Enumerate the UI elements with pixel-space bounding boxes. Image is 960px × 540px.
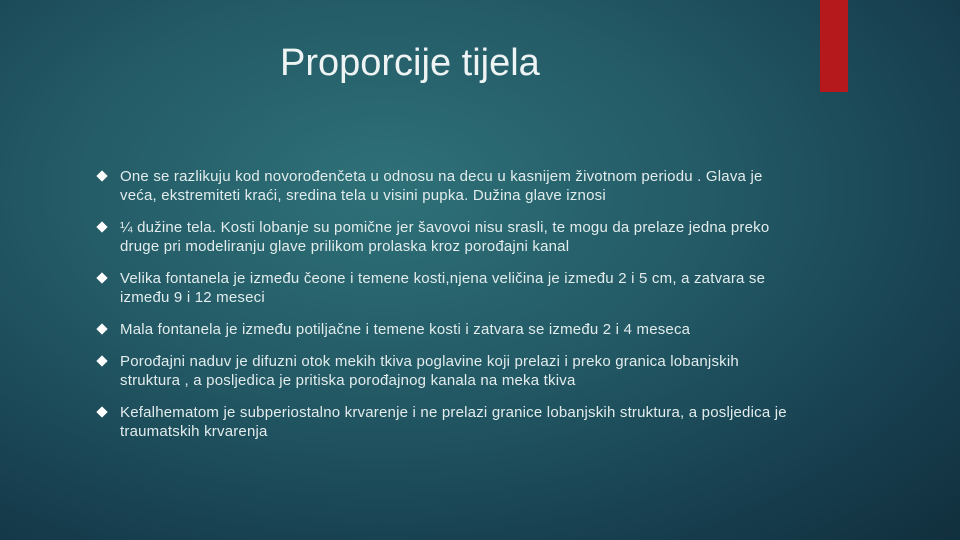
bullet-text: Mala fontanela je između potiljačne i temene kosti i zatvara se između 2 i 4 meseca <box>120 321 691 338</box>
bullet-item <box>98 403 798 441</box>
slide-title: Proporcije tijela <box>280 42 540 84</box>
diamond-bullet-icon <box>96 272 107 283</box>
bullet-text: Velika fontanela je između čeone i temene kosti,njena veličina je između 2 i 5 cm, a zatvara se između 9 i 12 meseci <box>120 270 766 306</box>
bullet-text: One se razlikuju kod novorođenčeta u odnosu na decu u kasnijem životnom periodu . Glava je veća, ekstremiteti kraći, sredina tela u visini pupka. Dužina glave iznosi <box>120 168 763 204</box>
diamond-bullet-icon <box>96 221 107 232</box>
accent-bar <box>820 0 848 92</box>
diamond-bullet-icon <box>96 355 107 366</box>
diamond-bullet-icon <box>96 170 107 181</box>
bullet-list <box>98 167 798 454</box>
bullet-item <box>98 352 798 390</box>
diamond-bullet-icon <box>96 323 107 334</box>
bullet-text: Porođajni naduv je difuzni otok mekih tkiva poglavine koji prelazi i preko granica lobanjskih struktura , a posljedica je pritiska porođajnog kanala na meka tkiva <box>120 353 739 389</box>
bullet-item <box>98 218 798 256</box>
bullet-item <box>98 167 798 205</box>
bullet-item <box>98 320 798 339</box>
bullet-text: ¼ dužine tela. Kosti lobanje su pomične jer šavovoi nisu srasli, te mogu da prelaze jedna preko druge pri modeliranju glave prilikom prolaska kroz porođajni kanal <box>120 219 770 255</box>
bullet-item <box>98 269 798 307</box>
bullet-text: Kefalhematom je subperiostalno krvarenje i ne prelazi granice lobanjskih struktura, a posljedica je traumatskih krvarenja <box>120 404 787 440</box>
diamond-bullet-icon <box>96 406 107 417</box>
